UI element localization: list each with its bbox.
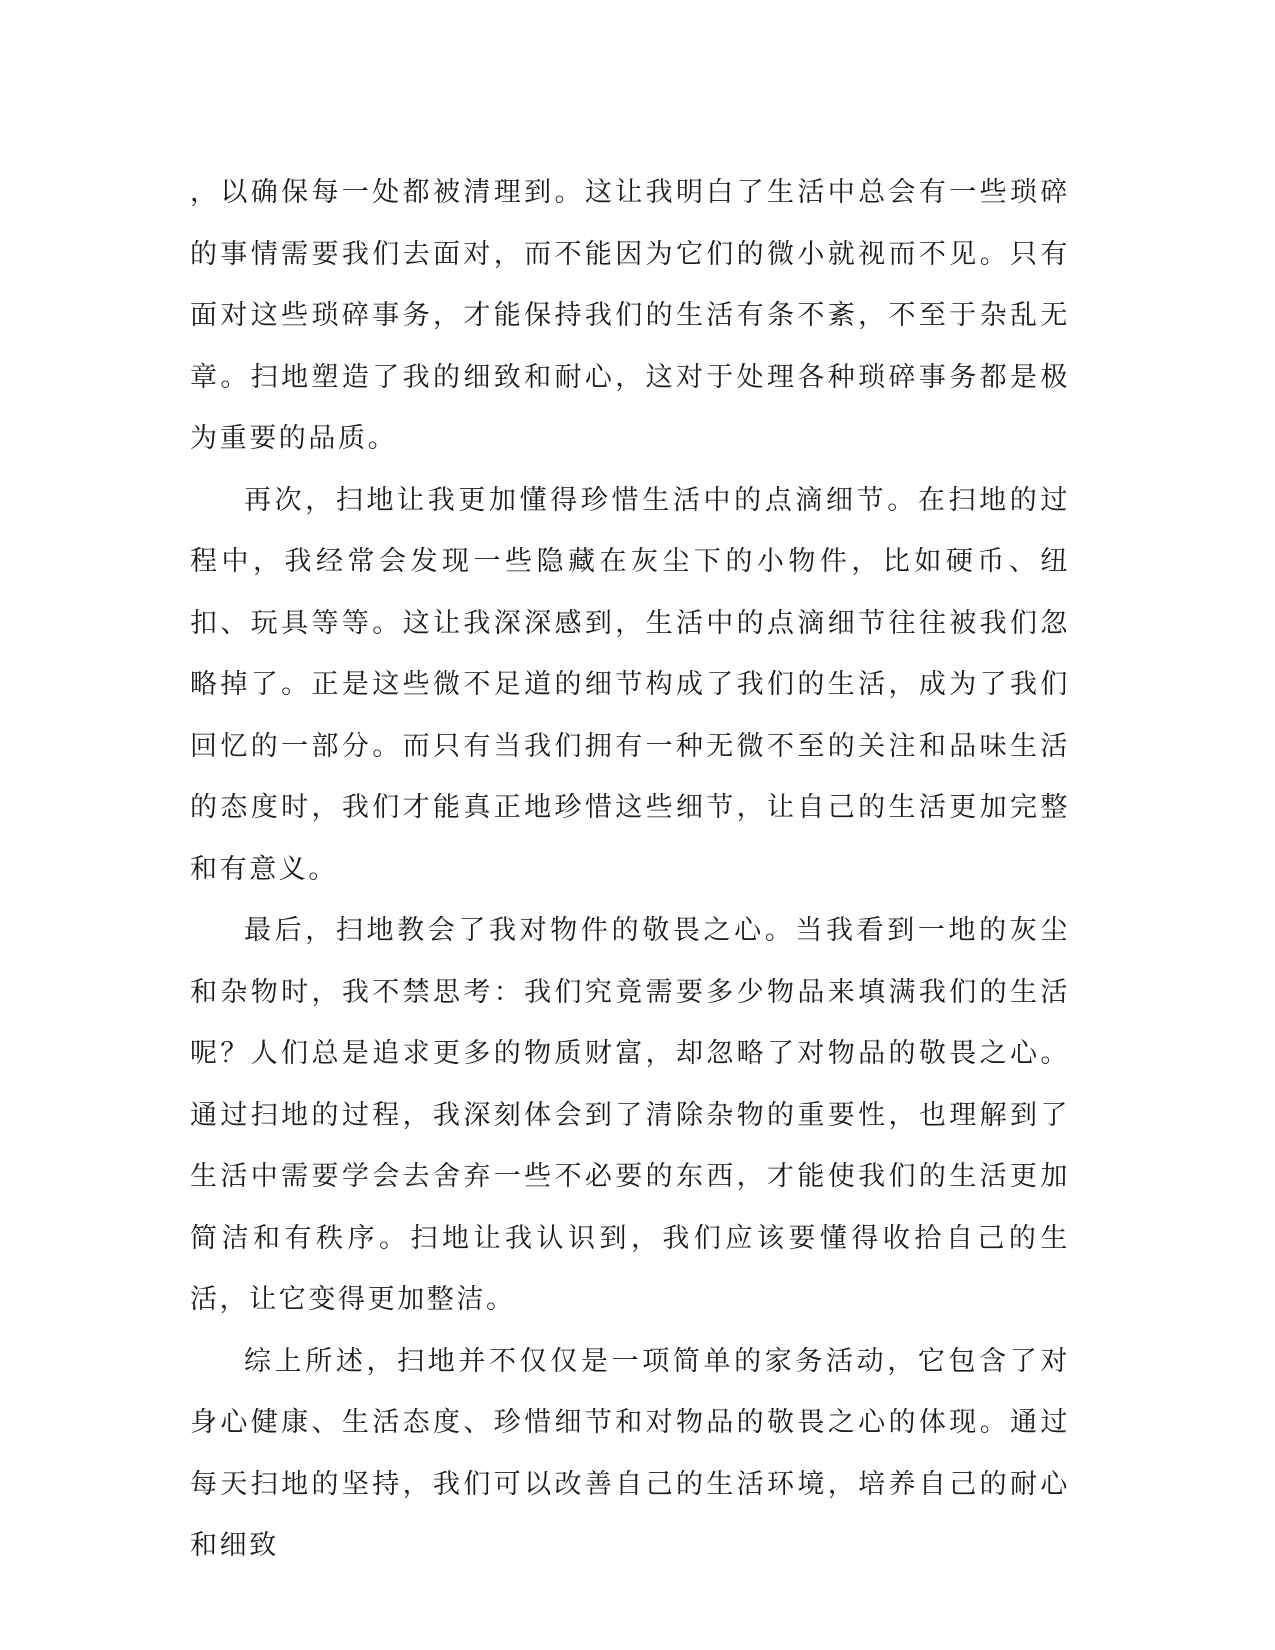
paragraph-cherish-details: 再次，扫地让我更加懂得珍惜生活中的点滴细节。在扫地的过程中，我经常会发现一些隐藏在灰尘下的小物件，比如硬币、纽扣、玩具等等。这让我深深感到，生活中的点滴细节往往被我们忽略掉了。正是这些微不足道的细节构成了我们的生活，成为了我们回忆的一部分。而只有当我们拥有一种无微不至的关注和品味生活的态度时，我们才能真正地珍惜这些细节，让自己的生活更加完整和有意义。 [190,484,1070,885]
document-body [190,162,1070,1577]
paragraph-respect-objects: 最后，扫地教会了我对物件的敬畏之心。当我看到一地的灰尘和杂物时，我不禁思考：我们究竟需要多少物品来填满我们的生活呢？人们总是追求更多的物质财富，却忽略了对物品的敬畏之心。通过扫地的过程，我深刻体会到了清除杂物的重要性，也理解到了生活中需要学会去舍弃一些不必要的东西，才能使我们的生活更加简洁和有秩序。扫地让我认识到，我们应该要懂得收拾自己的生活，让它变得更加整洁。 [190,915,1070,1315]
paragraph-continuation: ，以确保每一处都被清理到。这让我明白了生活中总会有一些琐碎的事情需要我们去面对，而不能因为它们的微小就视而不见。只有面对这些琐碎事务，才能保持我们的生活有条不紊，不至于杂乱无章。扫地塑造了我的细致和耐心，这对于处理各种琐碎事务都是极为重要的品质。 [190,177,1070,454]
paragraph-conclusion: 综上所述，扫地并不仅仅是一项简单的家务活动，它包含了对身心健康、生活态度、珍惜细节和对物品的敬畏之心的体现。通过每天扫地的坚持，我们可以改善自己的生活环境，培养自己的耐心和细致 [190,1345,1070,1561]
